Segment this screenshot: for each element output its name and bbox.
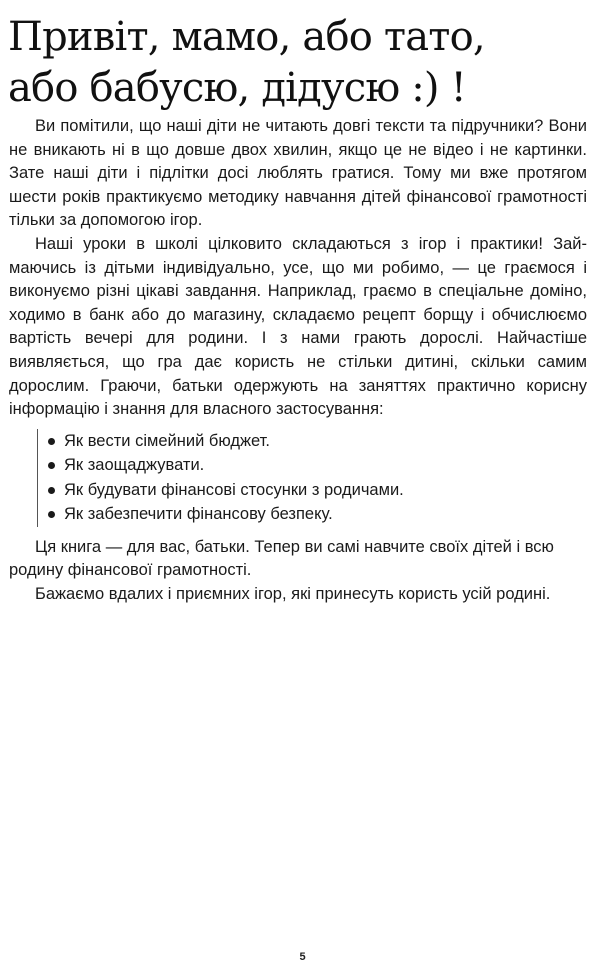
page-number: 5 xyxy=(299,951,306,963)
title-line-1: Привіт, мамо, або тато, xyxy=(8,14,485,60)
paragraph-lessons: Наші уроки в школі цілковито складаються з ігор і практики! Займаючись із дітьми індивідуально, усе, що ми робимо, — це граємося і виконуємо різні цікаві завдання. Наприклад, граємо в спеціальне доміно, ходимо в банк або до магазину, складаємо рецепт борщу і обчислюємо вартість вечері для родини. І з нами грають дорослі. Найчастіше виявляється, що гра дає користь не стільки дитині, скільки самим дорослим. Граючи, батьки одержують на заняттях практично корисну інформацію і знання для власного застосування: xyxy=(9,234,587,419)
bullet-list xyxy=(37,429,587,527)
body-text xyxy=(9,115,587,607)
list-item: Як будувати фінансові стосунки з родичами. xyxy=(64,478,587,503)
paragraph-intro: Ви помітили, що наші діти не читають довгі тексти та підручники? Вони не вникають ні в що довше двох хвилин, якщо це не відео і не картинки. Зате наші діти і підлітки досі люблять гратися. Тому ми вже протягом шести років практикуємо методику навчання дітей фінансової грамотності тільки за допомогою ігор. xyxy=(9,117,587,230)
list-item: Як вести сімейний бюджет. xyxy=(64,429,587,454)
title-line-2: або бабусю, дідусю :) ! xyxy=(8,65,466,111)
paragraph-wishes: Бажаємо вдалих і приємних ігор, які принесуть користь усій родині. xyxy=(35,584,551,603)
list-item: Як забезпечити фінансову безпеку. xyxy=(64,502,587,527)
page-title xyxy=(8,12,598,114)
paragraph-book-for-parents: Ця книга — для вас, батьки. Тепер ви самі навчите своїх дітей і всю родину фінансової грамотності. xyxy=(9,537,554,580)
list-item: Як заощаджувати. xyxy=(64,453,587,478)
